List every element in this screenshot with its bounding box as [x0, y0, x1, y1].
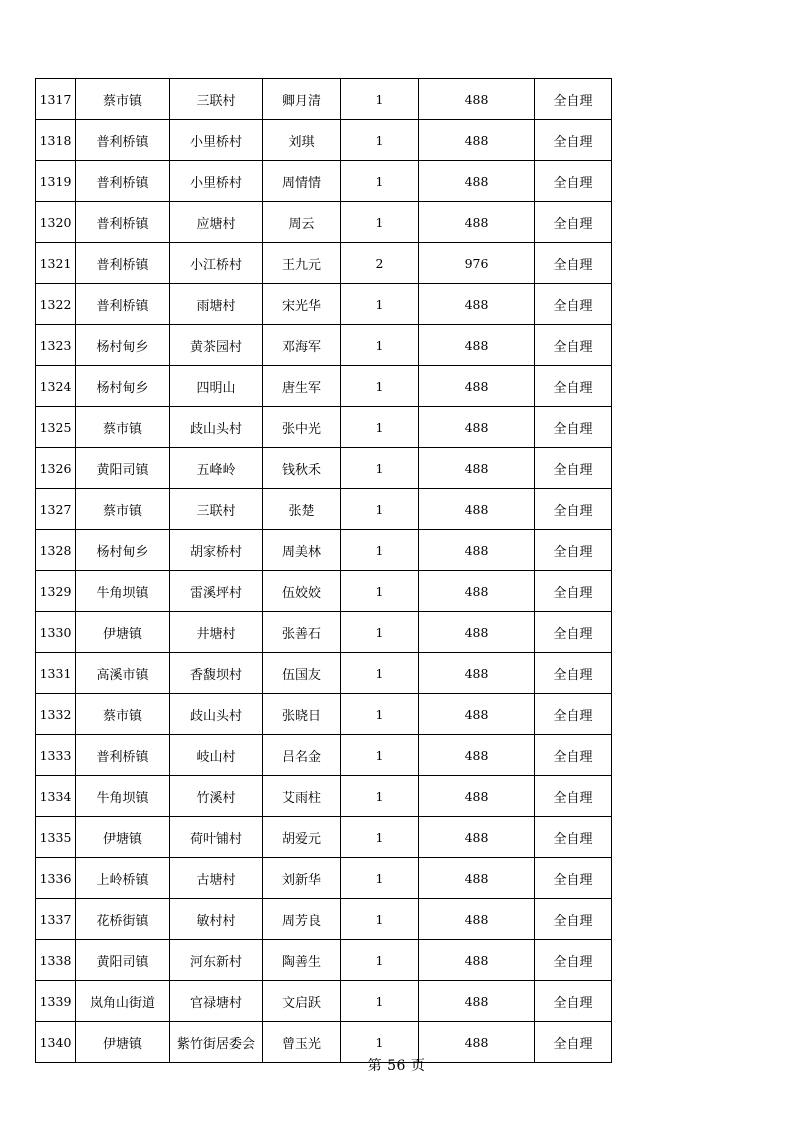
name-cell: 刘琪 [263, 120, 341, 161]
name-cell: 张善石 [263, 612, 341, 653]
care-type-cell: 全自理 [535, 325, 612, 366]
name-cell: 陶善生 [263, 940, 341, 981]
amount-cell: 488 [419, 899, 535, 940]
township-cell: 花桥街镇 [76, 899, 170, 940]
serial-number-cell: 1337 [36, 899, 76, 940]
page-number: 第 56 页 [367, 1058, 426, 1074]
village-cell: 井塘村 [170, 612, 263, 653]
township-cell: 高溪市镇 [76, 653, 170, 694]
amount-cell: 488 [419, 79, 535, 120]
amount-cell: 488 [419, 325, 535, 366]
serial-number-cell: 1320 [36, 202, 76, 243]
village-cell: 三联村 [170, 79, 263, 120]
township-cell: 杨村甸乡 [76, 366, 170, 407]
serial-number-cell: 1331 [36, 653, 76, 694]
table-row [36, 325, 612, 366]
care-type-cell: 全自理 [535, 735, 612, 776]
care-type-cell: 全自理 [535, 448, 612, 489]
amount-cell: 488 [419, 776, 535, 817]
serial-number-cell: 1327 [36, 489, 76, 530]
name-cell: 吕名金 [263, 735, 341, 776]
count-cell: 1 [341, 202, 419, 243]
table-row [36, 694, 612, 735]
care-type-cell: 全自理 [535, 817, 612, 858]
serial-number-cell: 1329 [36, 571, 76, 612]
amount-cell: 976 [419, 243, 535, 284]
count-cell: 1 [341, 899, 419, 940]
township-cell: 黄阳司镇 [76, 448, 170, 489]
count-cell: 2 [341, 243, 419, 284]
amount-cell: 488 [419, 694, 535, 735]
table-row [36, 284, 612, 325]
village-cell: 小里桥村 [170, 161, 263, 202]
village-cell: 小里桥村 [170, 120, 263, 161]
name-cell: 卿月清 [263, 79, 341, 120]
township-cell: 伊塘镇 [76, 612, 170, 653]
name-cell: 周情情 [263, 161, 341, 202]
care-type-cell: 全自理 [535, 366, 612, 407]
serial-number-cell: 1322 [36, 284, 76, 325]
name-cell: 邓海军 [263, 325, 341, 366]
count-cell: 1 [341, 776, 419, 817]
township-cell: 牛角坝镇 [76, 776, 170, 817]
village-cell: 黄茶园村 [170, 325, 263, 366]
amount-cell: 488 [419, 653, 535, 694]
table-row [36, 489, 612, 530]
name-cell: 伍姣姣 [263, 571, 341, 612]
table-row [36, 612, 612, 653]
township-cell: 普利桥镇 [76, 120, 170, 161]
serial-number-cell: 1317 [36, 79, 76, 120]
serial-number-cell: 1335 [36, 817, 76, 858]
amount-cell: 488 [419, 448, 535, 489]
serial-number-cell: 1328 [36, 530, 76, 571]
count-cell: 1 [341, 79, 419, 120]
serial-number-cell: 1325 [36, 407, 76, 448]
care-type-cell: 全自理 [535, 407, 612, 448]
village-cell: 小江桥村 [170, 243, 263, 284]
township-cell: 伊塘镇 [76, 817, 170, 858]
count-cell: 1 [341, 407, 419, 448]
township-cell: 普利桥镇 [76, 735, 170, 776]
amount-cell: 488 [419, 981, 535, 1022]
township-cell: 蔡市镇 [76, 407, 170, 448]
township-cell: 普利桥镇 [76, 243, 170, 284]
serial-number-cell: 1324 [36, 366, 76, 407]
serial-number-cell: 1330 [36, 612, 76, 653]
township-cell: 伊塘镇 [76, 1022, 170, 1063]
township-cell: 普利桥镇 [76, 161, 170, 202]
township-cell: 普利桥镇 [76, 284, 170, 325]
name-cell: 文启跃 [263, 981, 341, 1022]
amount-cell: 488 [419, 571, 535, 612]
care-type-cell: 全自理 [535, 776, 612, 817]
table-row [36, 530, 612, 571]
count-cell: 1 [341, 571, 419, 612]
village-cell: 香馥坝村 [170, 653, 263, 694]
name-cell: 周芳良 [263, 899, 341, 940]
serial-number-cell: 1332 [36, 694, 76, 735]
count-cell: 1 [341, 366, 419, 407]
table-row [36, 243, 612, 284]
serial-number-cell: 1336 [36, 858, 76, 899]
serial-number-cell: 1338 [36, 940, 76, 981]
name-cell: 张中光 [263, 407, 341, 448]
serial-number-cell: 1323 [36, 325, 76, 366]
table-row [36, 858, 612, 899]
count-cell: 1 [341, 653, 419, 694]
township-cell: 蔡市镇 [76, 489, 170, 530]
table-row [36, 981, 612, 1022]
care-type-cell: 全自理 [535, 899, 612, 940]
serial-number-cell: 1319 [36, 161, 76, 202]
village-cell: 雷溪坪村 [170, 571, 263, 612]
table-row [36, 571, 612, 612]
name-cell: 张晓日 [263, 694, 341, 735]
name-cell: 胡爱元 [263, 817, 341, 858]
count-cell: 1 [341, 284, 419, 325]
amount-cell: 488 [419, 407, 535, 448]
care-type-cell: 全自理 [535, 571, 612, 612]
count-cell: 1 [341, 530, 419, 571]
village-cell: 胡家桥村 [170, 530, 263, 571]
care-type-cell: 全自理 [535, 694, 612, 735]
care-type-cell: 全自理 [535, 1022, 612, 1063]
amount-cell: 488 [419, 489, 535, 530]
name-cell: 曾玉光 [263, 1022, 341, 1063]
amount-cell: 488 [419, 366, 535, 407]
count-cell: 1 [341, 858, 419, 899]
amount-cell: 488 [419, 1022, 535, 1063]
township-cell: 杨村甸乡 [76, 325, 170, 366]
care-type-cell: 全自理 [535, 612, 612, 653]
count-cell: 1 [341, 489, 419, 530]
village-cell: 三联村 [170, 489, 263, 530]
amount-cell: 488 [419, 612, 535, 653]
township-cell: 普利桥镇 [76, 202, 170, 243]
serial-number-cell: 1326 [36, 448, 76, 489]
count-cell: 1 [341, 694, 419, 735]
village-cell: 四明山 [170, 366, 263, 407]
care-type-cell: 全自理 [535, 120, 612, 161]
table-row [36, 407, 612, 448]
name-cell: 艾雨柱 [263, 776, 341, 817]
serial-number-cell: 1340 [36, 1022, 76, 1063]
table-row [36, 776, 612, 817]
count-cell: 1 [341, 612, 419, 653]
table-row [36, 899, 612, 940]
village-cell: 紫竹街居委会 [170, 1022, 263, 1063]
serial-number-cell: 1334 [36, 776, 76, 817]
amount-cell: 488 [419, 202, 535, 243]
village-cell: 荷叶铺村 [170, 817, 263, 858]
care-type-cell: 全自理 [535, 79, 612, 120]
table-row [36, 366, 612, 407]
village-cell: 古塘村 [170, 858, 263, 899]
township-cell: 黄阳司镇 [76, 940, 170, 981]
village-cell: 应塘村 [170, 202, 263, 243]
township-cell: 杨村甸乡 [76, 530, 170, 571]
count-cell: 1 [341, 325, 419, 366]
care-type-cell: 全自理 [535, 161, 612, 202]
serial-number-cell: 1333 [36, 735, 76, 776]
table-row [36, 202, 612, 243]
township-cell: 岚角山街道 [76, 981, 170, 1022]
name-cell: 唐生军 [263, 366, 341, 407]
table-row [36, 161, 612, 202]
care-type-cell: 全自理 [535, 653, 612, 694]
count-cell: 1 [341, 940, 419, 981]
records-table [35, 78, 612, 1063]
count-cell: 1 [341, 817, 419, 858]
village-cell: 雨塘村 [170, 284, 263, 325]
name-cell: 钱秋禾 [263, 448, 341, 489]
care-type-cell: 全自理 [535, 243, 612, 284]
amount-cell: 488 [419, 817, 535, 858]
name-cell: 张楚 [263, 489, 341, 530]
amount-cell: 488 [419, 735, 535, 776]
village-cell: 歧山头村 [170, 694, 263, 735]
village-cell: 歧山头村 [170, 407, 263, 448]
care-type-cell: 全自理 [535, 858, 612, 899]
amount-cell: 488 [419, 858, 535, 899]
care-type-cell: 全自理 [535, 284, 612, 325]
name-cell: 王九元 [263, 243, 341, 284]
serial-number-cell: 1339 [36, 981, 76, 1022]
village-cell: 竹溪村 [170, 776, 263, 817]
care-type-cell: 全自理 [535, 940, 612, 981]
amount-cell: 488 [419, 284, 535, 325]
count-cell: 1 [341, 735, 419, 776]
table-row [36, 817, 612, 858]
count-cell: 1 [341, 981, 419, 1022]
township-cell: 上岭桥镇 [76, 858, 170, 899]
amount-cell: 488 [419, 940, 535, 981]
amount-cell: 488 [419, 120, 535, 161]
township-cell: 牛角坝镇 [76, 571, 170, 612]
name-cell: 宋光华 [263, 284, 341, 325]
serial-number-cell: 1321 [36, 243, 76, 284]
name-cell: 伍国友 [263, 653, 341, 694]
village-cell: 官禄塘村 [170, 981, 263, 1022]
amount-cell: 488 [419, 530, 535, 571]
care-type-cell: 全自理 [535, 530, 612, 571]
care-type-cell: 全自理 [535, 202, 612, 243]
care-type-cell: 全自理 [535, 981, 612, 1022]
table-row [36, 735, 612, 776]
township-cell: 蔡市镇 [76, 79, 170, 120]
amount-cell: 488 [419, 161, 535, 202]
care-type-cell: 全自理 [535, 489, 612, 530]
name-cell: 周美林 [263, 530, 341, 571]
table-row [36, 120, 612, 161]
village-cell: 五峰岭 [170, 448, 263, 489]
table-row [36, 653, 612, 694]
count-cell: 1 [341, 120, 419, 161]
village-cell: 河东新村 [170, 940, 263, 981]
name-cell: 刘新华 [263, 858, 341, 899]
count-cell: 1 [341, 161, 419, 202]
name-cell: 周云 [263, 202, 341, 243]
table-body [36, 79, 612, 1063]
serial-number-cell: 1318 [36, 120, 76, 161]
count-cell: 1 [341, 448, 419, 489]
table-row [36, 448, 612, 489]
village-cell: 岐山村 [170, 735, 263, 776]
table-row [36, 940, 612, 981]
table-row [36, 79, 612, 120]
township-cell: 蔡市镇 [76, 694, 170, 735]
village-cell: 敏村村 [170, 899, 263, 940]
count-cell: 1 [341, 1022, 419, 1063]
